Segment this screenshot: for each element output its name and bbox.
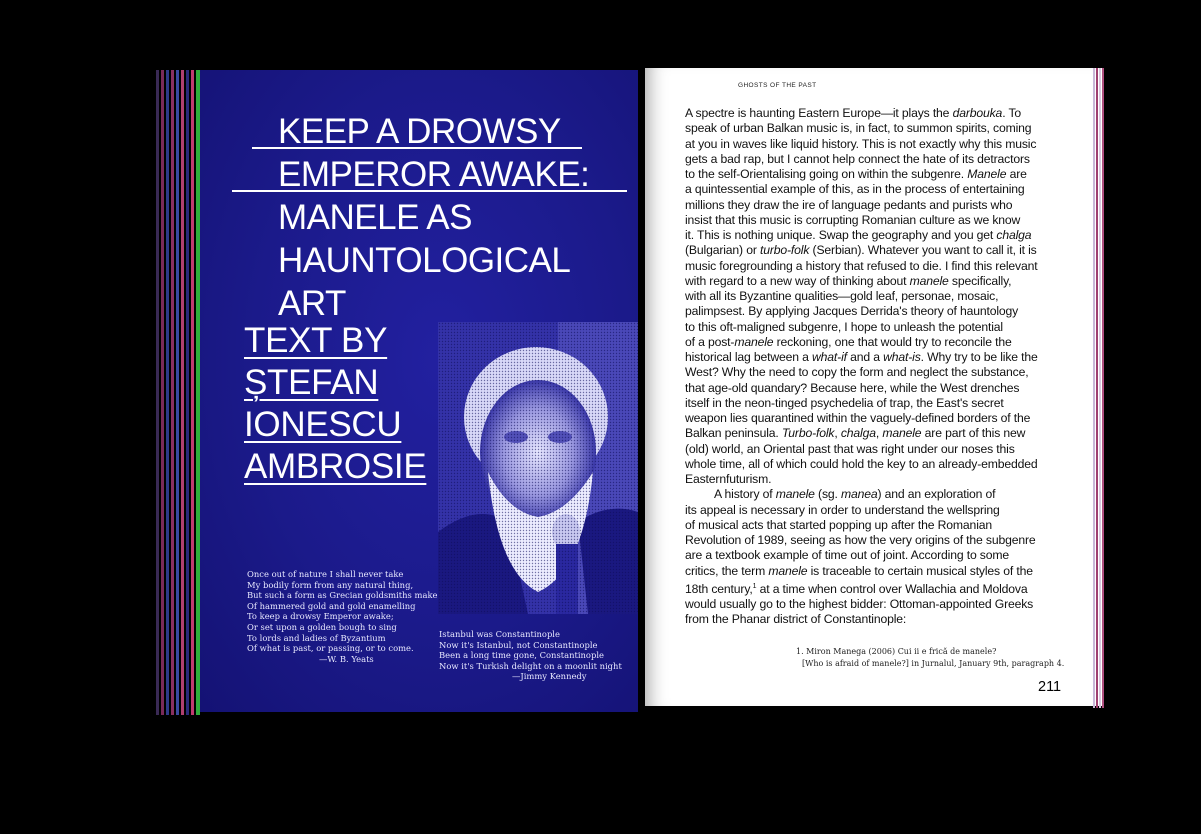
- text-line: Easternfuturism.: [685, 472, 772, 486]
- article-title: [278, 110, 589, 325]
- epigraph-line: Of hammered gold and gold enamelling: [247, 600, 416, 611]
- text-line: a quintessential example of this, as in the process of entertaining: [685, 182, 1025, 197]
- epigraph-line: Been a long time gone, Constantinople: [439, 650, 604, 661]
- portrait-photo: [438, 322, 638, 614]
- byline: [244, 320, 426, 488]
- text-line: millions they draw the ire of language pedants and purists who: [685, 197, 1013, 212]
- text-line: with all its Byzantine qualities—gold leaf, personae, mosaic,: [685, 289, 999, 303]
- epigraph-line: Of what is past, or passing, or to come.: [247, 643, 414, 654]
- text-line: are a textbook example of time out of joint. According to some: [685, 548, 1010, 563]
- text-line: weapon lies quarantined within the vaguely-defined borders of the: [685, 411, 1031, 425]
- epigraph-line: To lords and ladies of Byzantium: [247, 632, 386, 643]
- epigraph-line: Now it's Istanbul, not Constantinople: [439, 639, 598, 650]
- text-line: (Bulgarian) or turbo-folk (Serbian). Whatever you want to call it, it is: [685, 243, 1037, 258]
- text-line: of musical acts that started popping up after the Romanian: [685, 517, 993, 532]
- text-line: insist that this music is corrupting Romanian culture as we know: [685, 212, 1021, 227]
- byline-line-1: TEXT BY: [244, 321, 388, 360]
- right-page: [645, 68, 1103, 706]
- left-page: [200, 70, 638, 712]
- page-edges-left: [152, 70, 202, 715]
- text-line: Revolution of 1989, seeing as how the very origins of the subgenre: [685, 533, 1036, 547]
- text-line: (old) world, an Oriental past that was right under our noses this: [685, 441, 1015, 456]
- text-line: gets a bad rap, but I cannot help connect the hate of its detractors: [685, 151, 1030, 166]
- paragraph-2: [685, 487, 1067, 627]
- text-line: it. This is nothing unique. Swap the geography and you get chalga: [685, 228, 1032, 242]
- running-head: GHOSTS OF THE PAST: [738, 82, 817, 89]
- text-line: itself in the neon-tinged psychedelia of trap, the East's secret: [685, 395, 1004, 410]
- text-line: of a post-manele reckoning, one that would try to reconcile the: [685, 334, 1012, 349]
- text-line: West? Why the need to copy the form and neglect the substance,: [685, 365, 1029, 380]
- text-line: its appeal is necessary in order to understand the wellspring: [685, 502, 1000, 517]
- text-line: with regard to a new way of thinking about manele specifically,: [685, 273, 1012, 288]
- text-line: would usually go to the highest bidder: Ottoman-appointed Greeks: [685, 597, 1034, 612]
- epigraph-line: But such a form as Grecian goldsmiths make: [247, 590, 438, 601]
- byline-line-4: AMBROSIE: [244, 447, 427, 486]
- text-line: at you in waves like liquid history. This is not exactly why this music: [685, 136, 1037, 151]
- epigraph-yeats: [247, 569, 438, 664]
- epigraph-line: To keep a drowsy Emperor awake;: [247, 611, 394, 622]
- page-edges-right: [1092, 68, 1106, 708]
- text-line: critics, the term manele is traceable to certain musical styles of the: [685, 563, 1033, 578]
- text-line: Balkan peninsula. Turbo-folk, chalga, manele are part of this new: [685, 426, 1026, 441]
- text-line: to this oft-maligned subgenre, I hope to unleash the potential: [685, 319, 1003, 334]
- text-line: A spectre is haunting Eastern Europe—it plays the darbouka. To: [685, 106, 1022, 120]
- title-line-5: ART: [278, 284, 346, 323]
- text-line: that age-old quandary? Because here, while the West drenches: [685, 380, 1020, 395]
- text-line: to the self-Orientalising going on within the subgenre. Manele are: [685, 167, 1027, 181]
- paragraph-1: [685, 106, 1067, 487]
- epigraph-kennedy: [439, 629, 622, 682]
- text-line: whole time, all of which could hold the key to an already-embedded: [685, 456, 1038, 471]
- epigraph-line: Once out of nature I shall never take: [247, 569, 404, 579]
- text-line: from the Phanar district of Constantinople:: [685, 612, 907, 627]
- epigraph-line: Or set upon a golden bough to sing: [247, 621, 397, 632]
- text-line: music foregrounding a history that refused to die. I find this relevant: [685, 258, 1038, 273]
- epigraph-line: Now it's Turkish delight on a moonlit night: [439, 660, 622, 671]
- epigraph-author: —W. B. Yeats: [319, 653, 374, 664]
- epigraph-line: Istanbul was Constantinople: [439, 629, 560, 639]
- text-line: historical lag between a what-if and a what-is. Why try to be like the: [685, 350, 1038, 364]
- text-line: palimpsest. By applying Jacques Derrida's theory of hauntology: [685, 304, 1019, 319]
- title-line-1: KEEP A DROWSY: [278, 112, 561, 151]
- footnote-line-1: 1. Miron Manega (2006) Cui ii e frică de manele?: [796, 647, 997, 656]
- text-line: speak of urban Balkan music is, in fact, to summon spirits, coming: [685, 121, 1032, 136]
- portrait-halftone: [438, 322, 638, 614]
- title-line-3: MANELE AS: [278, 198, 472, 237]
- title-line-4: HAUNTOLOGICAL: [278, 241, 571, 280]
- page-number: 211: [1038, 679, 1062, 695]
- title-line-2: EMPEROR AWAKE:: [278, 155, 590, 194]
- epigraph-line: My bodily form from any natural thing,: [247, 579, 414, 590]
- byline-line-3: IONESCU: [244, 405, 402, 444]
- footnote-line-2: [Who is afraid of manele?] in Jurnalul, January 9th, paragraph 4.: [802, 658, 1065, 668]
- byline-line-2: ȘTEFAN: [244, 363, 379, 402]
- body-text: [685, 106, 1067, 628]
- epigraph-author: —Jimmy Kennedy: [512, 671, 587, 682]
- text-line: A history of manele (sg. manea) and an exploration of: [714, 487, 996, 502]
- footnote: [796, 646, 1064, 669]
- text-line: 18th century,$^1$ at a time when control over Wallachia and Moldova: [685, 581, 1028, 596]
